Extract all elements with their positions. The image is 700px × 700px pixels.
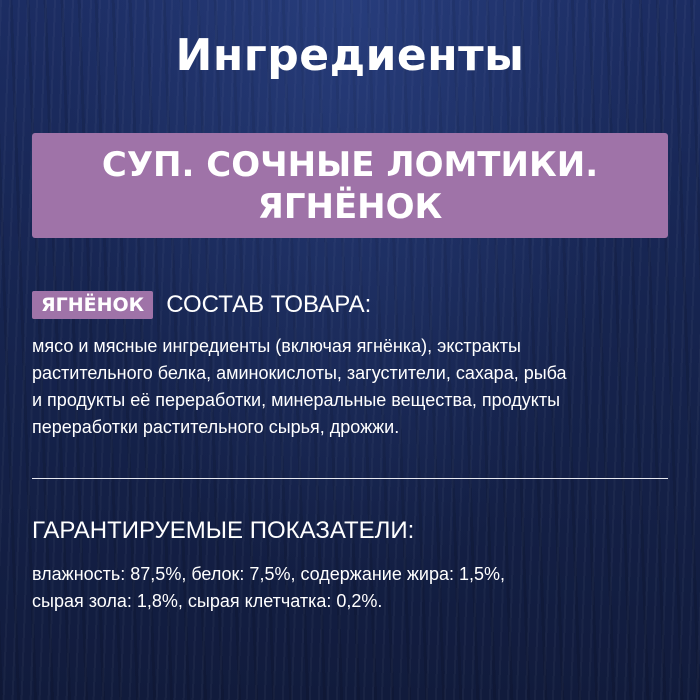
page-title: Ингредиенты <box>175 30 525 81</box>
product-name-line: СУП. СОЧНЫЕ ЛОМТИКИ. <box>101 144 599 185</box>
composition-heading <box>32 290 371 320</box>
indicators-heading: ГАРАНТИРУЕМЫЕ ПОКАЗАТЕЛИ: <box>32 517 415 544</box>
composition-label: СОСТАВ ТОВАРА: <box>166 291 372 318</box>
indicators-line: влажность: 87,5%, белок: 7,5%, содержание жира: 1,5%, <box>32 564 506 584</box>
composition-line: растительного белка, аминокислоты, загустители, сахара, рыба <box>32 363 567 383</box>
composition-text <box>32 333 682 441</box>
composition-line: мясо и мясные ингредиенты (включая ягнёнка), экстракты <box>32 336 521 356</box>
product-name-banner <box>32 133 668 238</box>
composition-line: и продукты её переработки, минеральные вещества, продукты <box>32 390 561 410</box>
indicators-line: сырая зола: 1,8%, сырая клетчатка: 0,2%. <box>32 591 383 611</box>
product-name-line: ЯГНЁНОК <box>257 186 443 227</box>
indicators-text <box>32 561 682 615</box>
section-divider <box>32 478 668 479</box>
composition-line: переработки растительного сырья, дрожжи. <box>32 417 400 437</box>
flavor-tag: ЯГНЁНОК <box>32 291 153 319</box>
